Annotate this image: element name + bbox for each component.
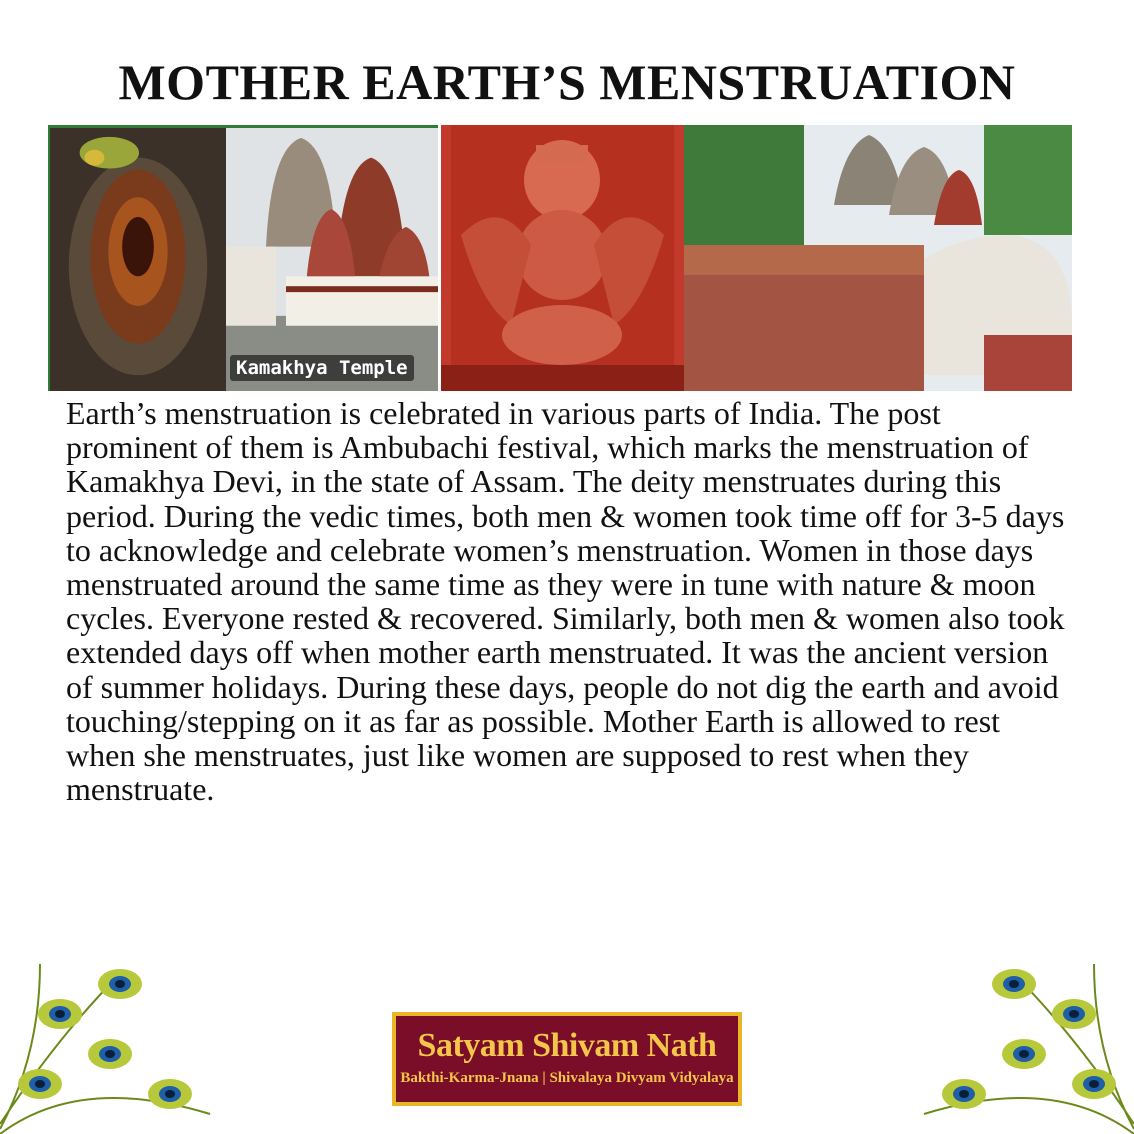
brand-tagline: Bakthi-Karma-Jnana | Shivalaya Divyam Vidyalaya bbox=[400, 1070, 734, 1086]
brand-badge bbox=[392, 1012, 742, 1106]
peacock-feather-right-icon bbox=[904, 954, 1134, 1134]
page-title: MOTHER EARTH’S MENSTRUATION bbox=[118, 54, 1016, 110]
kamakhya-temple-image bbox=[226, 125, 438, 391]
devi-sculpture-image bbox=[441, 125, 684, 391]
article-paragraph: Earth’s menstruation is celebrated in various parts of India. The post prominent of them is Ambubachi festival, which marks the menstruation of Kamakhya Devi, in the state of Assam. The deity menstruates during this period. During the vedic times, both men & women took time off for 3-5 days to acknowledge and celebrate women’s menstruation. Women in those days menstruated around the same time as they were in tune with nature & moon cycles. Everyone rested & recovered. Similarly, both men & women also took extended days off when mother earth menstruated. It was the ancient version of summer holidays. During these days, people do not dig the earth and avoid touching/stepping on it as far as possible. Mother Earth is allowed to rest when she menstruates, just like women are supposed to rest when they menstruate. bbox=[66, 395, 1065, 808]
photo-collage bbox=[48, 125, 1072, 391]
ambubachi-crowd-image bbox=[684, 125, 1072, 391]
brand-name: Satyam Shivam Nath bbox=[417, 1027, 717, 1064]
yoni-stone-image bbox=[48, 125, 226, 391]
photo-caption: Kamakhya Temple bbox=[230, 355, 414, 381]
peacock-feather-left-icon bbox=[0, 954, 230, 1134]
